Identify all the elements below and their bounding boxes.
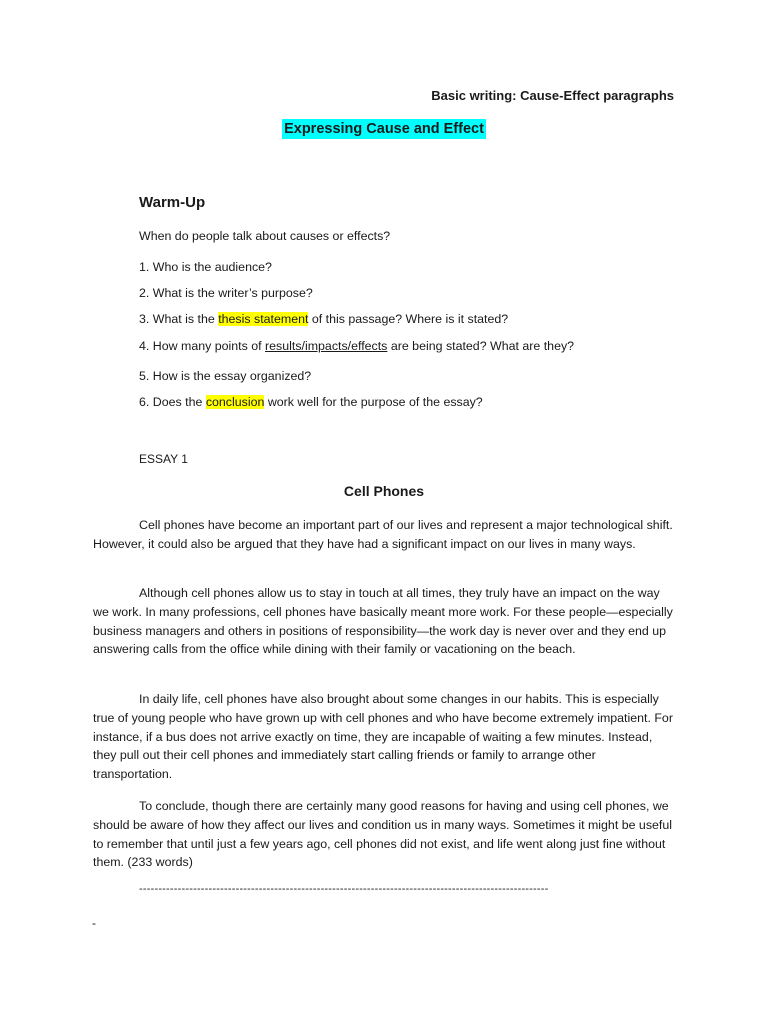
essay-title: Cell Phones xyxy=(343,483,425,499)
question-6-before: 6. Does the xyxy=(139,395,206,409)
question-1: 1. Who is the audience? xyxy=(139,260,272,274)
essay-paragraph-text: In daily life, cell phones have also brought about some changes in our habits. This is especially true of young people who have grown up with cell phones and who have become extremely impatient. For instance, if a bus does not arrive exactly on time, they are incapable of waiting a few minutes. Instead, they pull out their cell phones and immediately start calling friends or family to arrange other transportation. xyxy=(93,692,673,782)
course-title: Basic writing: Cause-Effect paragraphs xyxy=(431,88,674,103)
question-3-before: 3. What is the xyxy=(139,312,219,326)
essay-paragraph-text: Cell phones have become an important part of our lives and represent a major technological shift. However, it could also be argued that they have had a significant impact on our lives in many ways. xyxy=(93,518,673,551)
question-6-after: work well for the purpose of the essay? xyxy=(264,395,483,409)
question-3-after: of this passage? Where is it stated? xyxy=(308,312,509,326)
question-2: 2. What is the writer’s purpose? xyxy=(139,286,313,300)
essay-paragraph xyxy=(93,584,673,659)
question-4-after: are being stated? What are they? xyxy=(387,339,575,353)
question-6 xyxy=(139,395,483,409)
question-4-before: 4. How many points of xyxy=(139,339,266,353)
separator-line: ---------------------------------------------------------------------------------------------------------- xyxy=(139,883,549,895)
essay-paragraph-text: Although cell phones allow us to stay in touch at all times, they truly have an impact on the way we work. In many professions, cell phones have basically meant more work. For these people—especially business managers and others in positions of responsibility—the work day is never over and they end up answering calls from the office while dining with their family or vacationing on the beach. xyxy=(93,586,673,657)
thesis-statement-highlight: thesis statement xyxy=(218,312,309,326)
document-title-highlight: Expressing Cause and Effect xyxy=(284,121,484,137)
warmup-intro: When do people talk about causes or effects? xyxy=(139,229,391,243)
essay-label: ESSAY 1 xyxy=(139,452,188,466)
essay-paragraph xyxy=(93,797,673,872)
question-5: 5. How is the essay organized? xyxy=(139,369,312,383)
essay-paragraph xyxy=(93,690,673,784)
warmup-heading: Warm-Up xyxy=(139,194,206,211)
document-title xyxy=(0,121,768,137)
essay-paragraph xyxy=(93,516,673,554)
conclusion-highlight: conclusion xyxy=(205,395,265,409)
results-underline: results/impacts/effects xyxy=(265,339,388,353)
stray-mark: - xyxy=(92,916,96,930)
essay-paragraph-text: To conclude, though there are certainly many good reasons for having and using cell phones, we should be aware of how they affect our lives and condition us in many ways. Sometimes it might be useful to remember that until just a few years ago, cell phones did not exist, and life went along just fine without them. (233 words) xyxy=(93,799,672,870)
question-4 xyxy=(139,339,574,353)
question-3 xyxy=(139,312,508,326)
